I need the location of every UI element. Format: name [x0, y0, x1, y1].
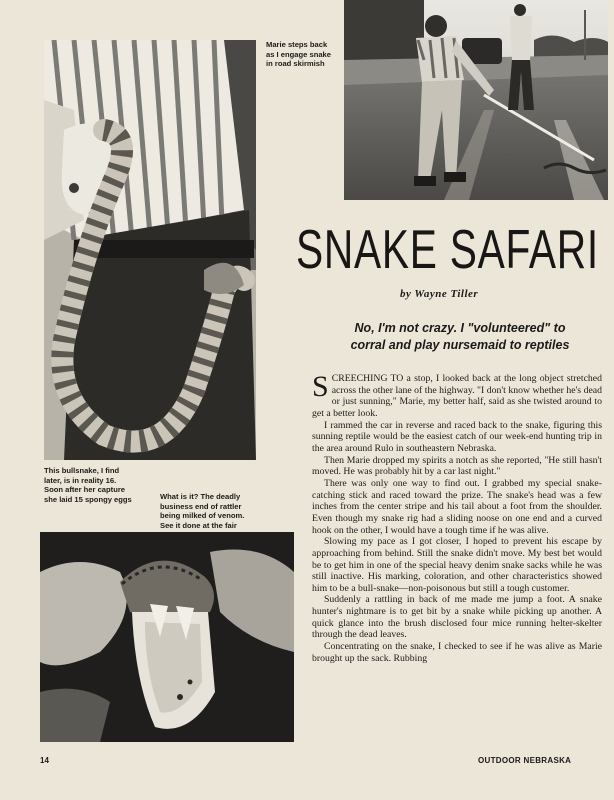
article-deck: No, I'm not crazy. I "volunteered" to corral and play nursemaid to reptiles [350, 321, 570, 352]
paragraph: Suddenly a rattling in back of me made me jump a foot. A snake hunter's nightmare is to get bit by a snake while picking up another. A quick glance into the brush disclosed four mice running helter-skelter through the dead leaves. [312, 594, 602, 641]
page-number: 14 [40, 756, 49, 765]
paragraph: There was only one way to find out. I grabbed my special snake-catching stick and raced toward the prize. The snake's head was a few inches from the center stripe and his tail about a foot from the shoulder. Even though my snake rig had a sliding noose on one end and a curved hook on the other, I would have a tough time if he was alive. [312, 477, 602, 536]
drop-cap: S [312, 370, 329, 403]
road-photo [344, 0, 608, 200]
bullsnake-caption: This bullsnake, I find later, is in reality 16. Soon after her capture she laid 15 spongy eggs [44, 466, 132, 504]
paragraph: Slowing my pace as I got closer, I hoped to prevent his escape by approaching from behind. Still the snake didn't move. My best bet would be to get him in one of the special heavy denim snake sacks while he was still inactive. His marking, coloration, and other characteristics showed him to be a bull-snake—non-poisonous but still a tough customer. [312, 536, 602, 594]
byline: by Wayne Tiller [400, 288, 479, 300]
paragraph: Then Marie dropped my spirits a notch as she reported, "He still hasn't moved. He was probably hit by a car last night." [312, 454, 602, 478]
rattler-caption: What is it? The deadly business end of rattler being milked of venom. See it done at the fair [160, 492, 245, 530]
paragraph: Concentrating on the snake, I checked to see if he was alive as Marie brought up the sack. Rubbing [312, 641, 602, 664]
bullsnake-photo [44, 40, 256, 460]
road-photo-caption: Marie steps back as I engage snake in road skirmish [266, 40, 332, 69]
article-body [312, 370, 602, 664]
rattler-photo [40, 532, 294, 742]
paragraph: SCREECHING TO a stop, I looked back at the long object stretched across the other lane of the highway. "I don't know whether he's dead or just sunning," Marie, my better half, said as she twisted around to get a better look. [312, 370, 602, 419]
paragraph: I rammed the car in reverse and raced back to the snake, figuring this sunning reptile would be the easiest catch of our week-end hunting trip in the area around Rulo in southeastern Nebraska. [312, 419, 602, 454]
magazine-name: OUTDOOR NEBRASKA [478, 756, 572, 765]
article-title: SNAKE SAFARI [296, 218, 599, 280]
